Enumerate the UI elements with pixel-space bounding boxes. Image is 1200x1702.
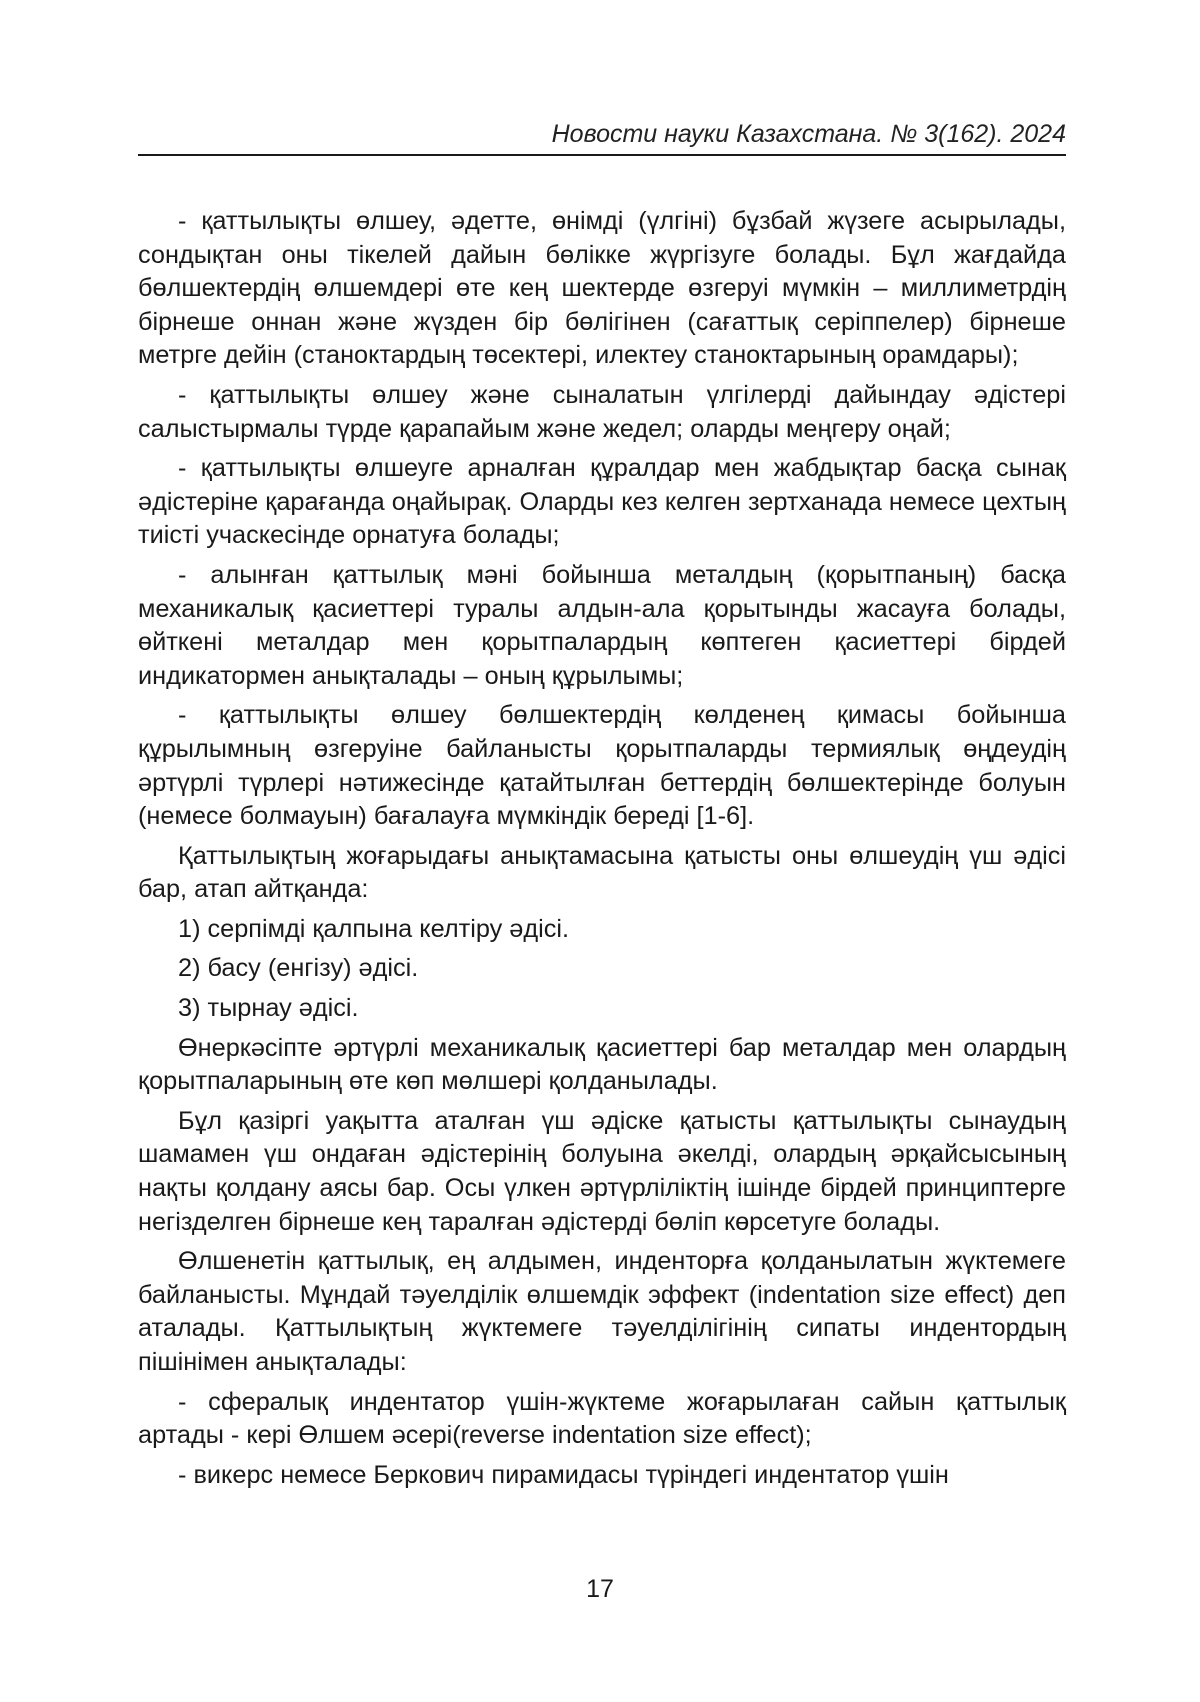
paragraph-three-methods: Қаттылықтың жоғарыдағы анықтамасына қатысты оны өлшеудің үш әдісі бар, атап айтқанда: — [138, 841, 1066, 904]
list-item-scratch: 3) тырнау әдісі. — [178, 994, 359, 1023]
paragraph-equipment: - қаттылықты өлшеуге арналған құралдар мен жабдықтар басқа сынақ әдістеріне қарағанда оңайырақ. Оларды кез келген зертханада немесе цехтың тиісті учаскесінде орнатуға болады; — [138, 454, 1066, 550]
page-number: 17 — [586, 1575, 614, 1603]
paragraph-spherical-indenter: - сфералық индентатор үшін-жүктеме жоғарылаған сайын қаттылық артады - кері Өлшем әсері(reverse indentation size effect); — [138, 1387, 1066, 1450]
running-header — [138, 112, 1066, 156]
paragraph-other-properties: - алынған қаттылық мәні бойынша металдың (қорытпаның) басқа механикалық қасиеттері туралы алдын-ала қорытынды жасауға болады, өйткені металдар мен қорытпалардың көптеген қасиеттері бірдей индикатормен анықталады – оның құрылымы; — [138, 560, 1066, 690]
paragraph-cross-section: - қаттылықты өлшеу бөлшектердің көлденең қимасы бойынша құрылымның өзгеруіне байланысты қорытпаларды термиялық өңдеудің әртүрлі түрлері нәтижесінде қатайтылған беттердің бөлшектерінде болуын (немесе болмауын) бағалауға мүмкіндік береді [1-6]. — [138, 701, 1066, 831]
paragraph-size-effect: Өлшенетін қаттылық, ең алдымен, инденторға қолданылатын жүктемеге байланысты. Мұндай тәуелділік өлшемдік эффект (indentation size effect) деп аталады. Қаттылықтың жүктемеге тәуелділігінің сипаты индентордың пішінімен анықталады: — [138, 1247, 1066, 1376]
journal-title: Новости науки Казахстана. № 3(162). 2024 — [551, 120, 1066, 148]
paragraph-industry: Өнеркәсіпте әртүрлі механикалық қасиеттері бар металдар мен олардың қорытпаларының өте көп мөлшері қолданылады. — [138, 1033, 1066, 1096]
paragraph-vickers-berkovich: - викерс немесе Беркович пирамидасы түріндегі индентатор үшін — [178, 1460, 949, 1489]
list-item-elastic-rebound: 1) серпімді қалпына келтіру әдісі. — [178, 914, 570, 943]
paragraph-simple-methods: - қаттылықты өлшеу және сыналатын үлгілерді дайындау әдістері салыстырмалы түрде қарапайым және жедел; оларды меңгеру оңай; — [138, 380, 1066, 443]
paragraph-thirty-methods: Бұл қазіргі уақытта аталған үш әдіске қатысты қаттылықты сынаудың шамамен үш ондаған әдістерінің болуына әкелді, олардың әрқайсысының нақты қолдану аясы бар. Осы үлкен әртүрліліктің ішінде бірдей принциптерге негізделген бірнеше кең таралған әдістерді бөліп көрсетуге болады. — [138, 1106, 1066, 1236]
body-text — [138, 205, 1066, 1498]
paragraph-non-destructive: - қаттылықты өлшеу, әдетте, өнімді (үлгіні) бұзбай жүзеге асырылады, сондықтан оны тікелей дайын бөлікке жүргізуге болады. Бұл жағдайда бөлшектердің өлшемдері өте кең шектерде өзгеруі мүмкін – миллиметрдің бірнеше оннан және жүзден бір бөлігінен (сағаттық серіппелер) бірнеше метрге дейін (станоктардың төсектері, илектеу станоктарының орамдары); — [138, 207, 1066, 370]
list-item-indentation: 2) басу (енгізу) әдісі. — [178, 954, 419, 983]
